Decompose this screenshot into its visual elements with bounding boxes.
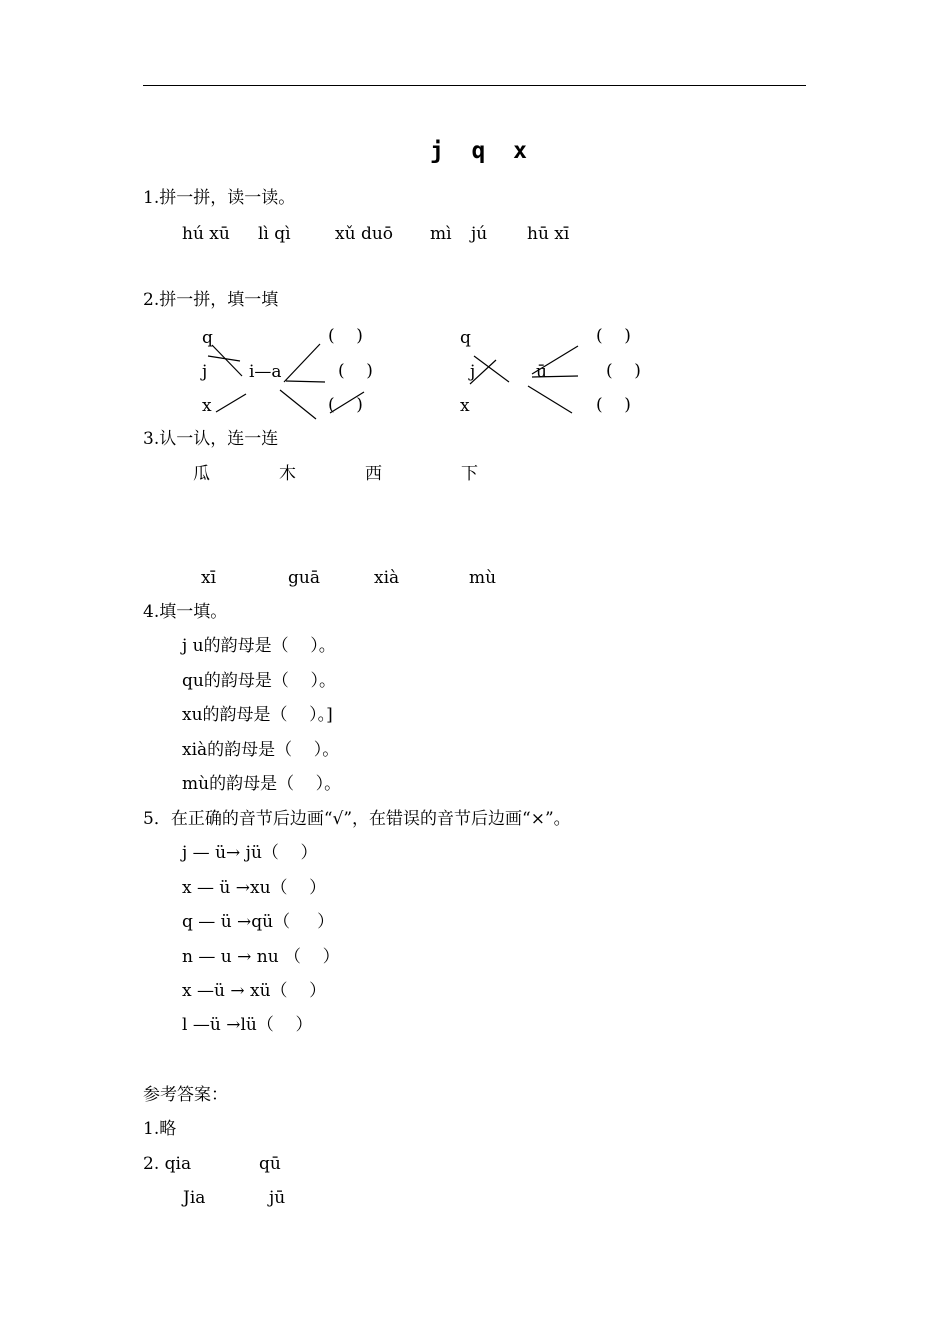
q1-word: jú xyxy=(471,224,488,244)
q2-left-final: i—a xyxy=(249,362,282,382)
q2-left-initial: x xyxy=(202,396,212,416)
q2-line xyxy=(470,360,496,384)
q4-item: xià的韵母是（ ）。 xyxy=(182,740,340,760)
q5-heading: 5．在正确的音节后边画“√”，在错误的音节后边画“×”。 xyxy=(143,809,571,829)
q5-item: x —ü → xü（ ） xyxy=(182,981,327,1001)
q1-word: mì xyxy=(430,224,452,244)
q5-item: n — u → nu （ ） xyxy=(182,947,340,967)
q2-right-final: ū xyxy=(536,362,547,382)
q2-line xyxy=(280,390,316,419)
q3-char: 瓜 xyxy=(193,464,210,484)
q1-heading: 1.拼一拼，读一读。 xyxy=(143,188,296,208)
q2-blank: ( ) xyxy=(328,395,363,415)
q2-left-initial: j xyxy=(202,362,208,382)
q5-item: j — ü→ jü（ ） xyxy=(182,843,318,863)
q2-blank: ( ) xyxy=(596,326,631,346)
q4-item: qu的韵母是（ ）。 xyxy=(182,671,336,691)
q3-pinyin: mù xyxy=(469,568,497,588)
answer-2-item: Jia xyxy=(183,1188,206,1208)
q2-line xyxy=(284,344,320,382)
answer-2-item: qū xyxy=(259,1154,281,1174)
q4-item: j u的韵母是（ ）。 xyxy=(182,636,336,656)
q4-item: xu的韵母是（ ）。] xyxy=(182,705,333,725)
q2-blank: ( ) xyxy=(338,361,373,381)
q2-right-initial: q xyxy=(460,328,471,348)
q1-word: lì qì xyxy=(258,224,291,244)
q3-char: 下 xyxy=(461,464,478,484)
q2-right-initial: j xyxy=(470,362,476,382)
q3-char: 西 xyxy=(365,464,382,484)
q3-pinyin: xià xyxy=(374,568,400,588)
q2-line xyxy=(474,356,509,382)
q2-line xyxy=(532,346,578,374)
q2-left-initial: q xyxy=(202,328,213,348)
q3-char: 木 xyxy=(279,464,296,484)
answers-heading: 参考答案： xyxy=(143,1085,228,1105)
q1-word: xǔ duō xyxy=(335,224,394,244)
answer-2-item: jū xyxy=(269,1188,286,1208)
q3-pinyin: guā xyxy=(288,568,320,588)
q2-blank: ( ) xyxy=(596,395,631,415)
q5-item: x — ü →xu（ ） xyxy=(182,878,327,898)
q2-right-initial: x xyxy=(460,396,470,416)
q2-blank: ( ) xyxy=(606,361,641,381)
q4-item: mù的韵母是（ ）。 xyxy=(182,774,342,794)
q4-heading: 4.填一填。 xyxy=(143,602,228,622)
q3-pinyin: xī xyxy=(201,568,217,588)
q1-word: hú xū xyxy=(182,224,230,244)
q5-item: q — ü →qü（ ） xyxy=(182,912,335,932)
q2-line xyxy=(532,376,578,377)
answer-2-item: 2. qia xyxy=(143,1154,192,1174)
q2-blank: ( ) xyxy=(328,326,363,346)
q2-line xyxy=(330,392,364,413)
q2-heading: 2.拼一拼，填一填 xyxy=(143,290,279,310)
answer-1: 1.略 xyxy=(143,1119,177,1139)
q3-heading: 3.认一认，连一连 xyxy=(143,429,279,449)
q2-line xyxy=(286,381,325,382)
q2-line xyxy=(528,386,572,413)
q5-item: l —ü →lü（ ） xyxy=(182,1015,313,1035)
q1-word: hū xī xyxy=(527,224,570,244)
page-title: j q x xyxy=(430,138,527,164)
q2-line xyxy=(216,394,246,412)
